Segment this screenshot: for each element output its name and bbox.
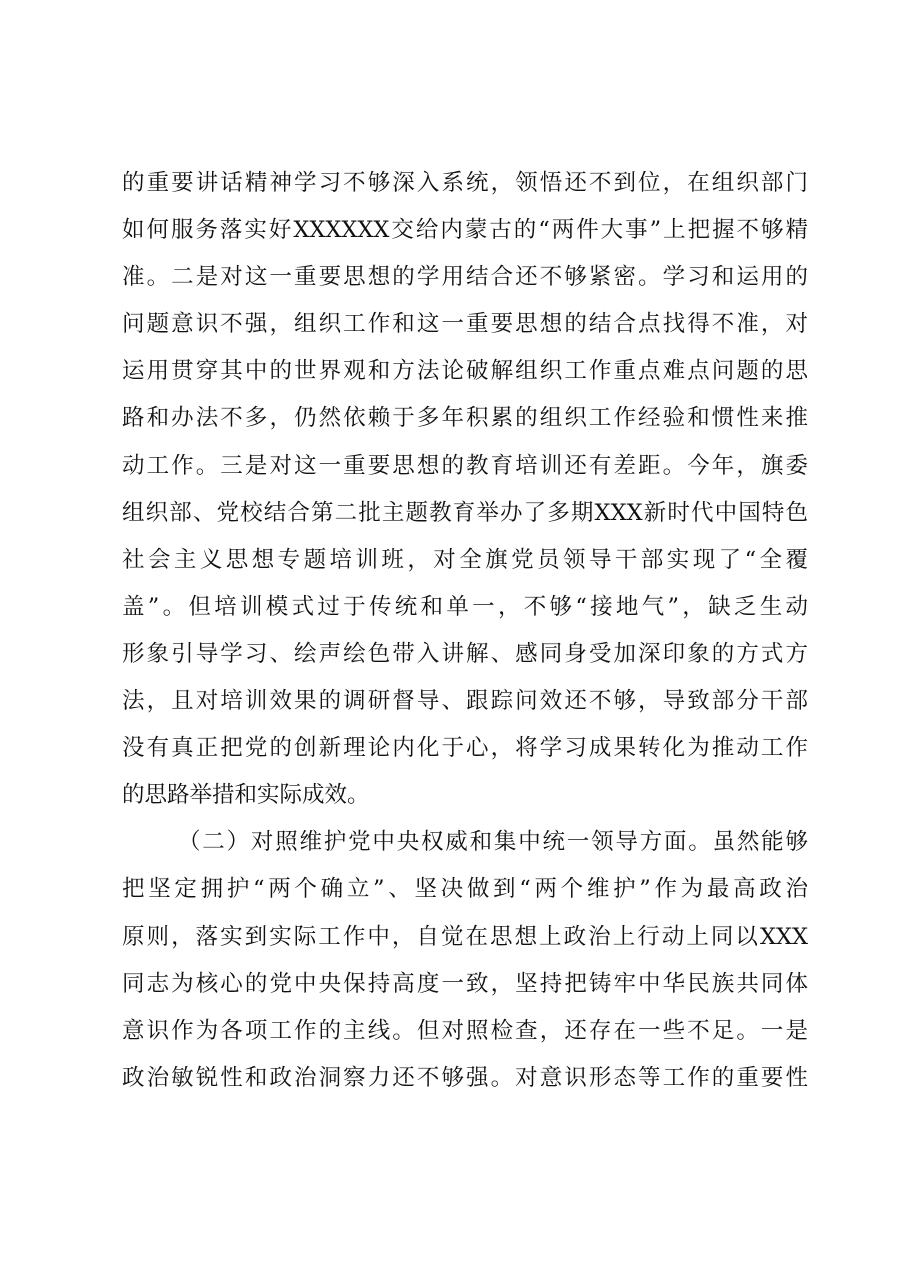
- body-line: 把坚定拥护“两个确立”、坚决做到“两个维护”作为最高政治: [122, 876, 808, 903]
- body-line: 运用贯穿其中的世界观和方法论破解组织工作重点难点问题的思: [122, 358, 808, 385]
- body-line: 政治敏锐性和政治洞察力还不够强。对意识形态等工作的重要性: [122, 1064, 808, 1091]
- body-line: 同志为核心的党中央保持高度一致，坚持把铸牢中华民族共同体: [122, 970, 808, 997]
- section-heading-line: （二）对照维护党中央权威和集中统一领导方面。虽然能够: [178, 829, 808, 856]
- body-line: 社会主义思想专题培训班，对全旗党员领导干部实现了“全覆: [122, 546, 808, 573]
- paragraph-end-line: 的思路举措和实际成效。: [122, 782, 370, 809]
- body-line: 准。二是对这一重要思想的学用结合还不够紧密。学习和运用的: [122, 264, 808, 291]
- document-body: [122, 160, 808, 1102]
- body-line: 意识作为各项工作的主线。但对照检查，还存在一些不足。一是: [122, 1017, 808, 1044]
- body-line: 组织部、党校结合第二批主题教育举办了多期XXX新时代中国特色: [122, 499, 808, 526]
- body-line: 法，且对培训效果的调研督导、跟踪问效还不够，导致部分干部: [122, 688, 808, 715]
- body-line: 原则，落实到实际工作中，自觉在思想上政治上行动上同以XXX: [122, 923, 808, 950]
- body-line: 形象引导学习、绘声绘色带入讲解、感同身受加深印象的方式方: [122, 640, 808, 667]
- body-line: 动工作。三是对这一重要思想的教育培训还有差距。今年，旗委: [122, 452, 808, 479]
- body-line: 路和办法不多，仍然依赖于多年积累的组织工作经验和惯性来推: [122, 405, 808, 432]
- body-line: 没有真正把党的创新理论内化于心，将学习成果转化为推动工作: [122, 735, 808, 762]
- body-line: 的重要讲话精神学习不够深入系统，领悟还不到位，在组织部门: [122, 170, 808, 196]
- body-line: 盖”。但培训模式过于传统和单一，不够“接地气”，缺乏生动: [122, 593, 808, 620]
- body-line: 问题意识不强，组织工作和这一重要思想的结合点找得不准，对: [122, 311, 808, 338]
- body-line: 如何服务落实好XXXXXX交给内蒙古的“两件大事”上把握不够精: [122, 217, 808, 244]
